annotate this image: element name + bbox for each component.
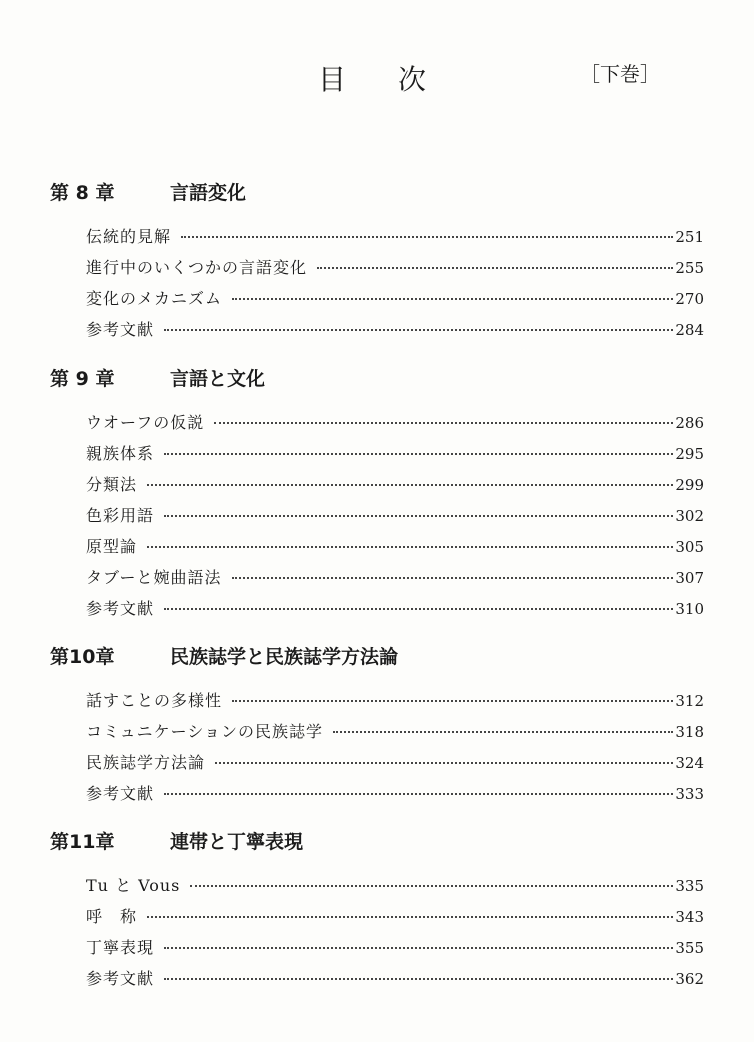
dot-leader bbox=[164, 329, 673, 331]
toc-entry bbox=[50, 286, 710, 317]
dot-leader bbox=[164, 453, 673, 455]
page-number: 318 bbox=[675, 723, 704, 741]
chapter-section bbox=[50, 364, 710, 627]
toc-entry bbox=[50, 750, 710, 781]
page-number: 362 bbox=[675, 970, 704, 988]
dot-leader bbox=[164, 515, 673, 517]
page-number: 302 bbox=[675, 507, 704, 525]
page-number: 270 bbox=[675, 290, 704, 308]
dot-leader bbox=[317, 267, 673, 269]
chapter-section bbox=[50, 827, 710, 997]
dot-leader bbox=[232, 577, 674, 579]
dot-leader bbox=[164, 793, 673, 795]
chapter-title: 連帯と丁寧表現 bbox=[170, 831, 304, 853]
page-number: 324 bbox=[675, 754, 704, 772]
toc-entry bbox=[50, 224, 710, 255]
dot-leader bbox=[147, 484, 673, 486]
dot-leader bbox=[232, 298, 673, 300]
toc-entry bbox=[50, 534, 710, 565]
entry-label: 色彩用語 bbox=[86, 506, 155, 525]
chapter-number: 第10章 bbox=[50, 646, 115, 668]
dot-leader bbox=[147, 546, 673, 548]
dot-leader bbox=[164, 978, 673, 980]
entry-label: 分類法 bbox=[86, 475, 138, 494]
entry-label: タブーと婉曲語法 bbox=[86, 568, 222, 587]
entry-label: 参考文献 bbox=[86, 784, 155, 803]
entry-label: 伝統的見解 bbox=[86, 227, 172, 246]
toc-entry bbox=[50, 688, 710, 719]
toc-entry bbox=[50, 565, 710, 596]
toc-entry bbox=[50, 904, 710, 935]
dot-leader bbox=[333, 731, 673, 733]
page-number: 295 bbox=[675, 445, 704, 463]
page-number: 343 bbox=[675, 908, 704, 926]
chapter-number: 第11章 bbox=[50, 831, 115, 853]
entry-label: 参考文献 bbox=[86, 599, 155, 618]
dot-leader bbox=[190, 885, 673, 887]
entry-label: ウオーフの仮説 bbox=[86, 413, 205, 432]
chapter-section bbox=[50, 642, 710, 812]
toc-entry bbox=[50, 317, 710, 348]
dot-leader bbox=[147, 916, 673, 918]
page-number: 355 bbox=[675, 939, 704, 957]
toc-entry bbox=[50, 873, 710, 904]
chapter-heading bbox=[50, 642, 710, 670]
toc-entry bbox=[50, 255, 710, 286]
toc-entry bbox=[50, 596, 710, 627]
toc-entry bbox=[50, 441, 710, 472]
page-number: 286 bbox=[675, 414, 704, 432]
chapter-title: 言語変化 bbox=[170, 182, 247, 204]
entry-label: 丁寧表現 bbox=[86, 938, 155, 957]
chapter-heading bbox=[50, 827, 710, 855]
page-number: 333 bbox=[675, 785, 704, 803]
page-number: 305 bbox=[675, 538, 704, 556]
page-number: 310 bbox=[675, 600, 704, 618]
dot-leader bbox=[164, 947, 673, 949]
page-number: 299 bbox=[675, 476, 704, 494]
entry-label: 進行中のいくつかの言語変化 bbox=[86, 258, 308, 277]
entry-label: 呼 称 bbox=[86, 907, 138, 926]
toc-entry bbox=[50, 966, 710, 997]
page-number: 255 bbox=[675, 259, 704, 277]
entry-label: 変化のメカニズム bbox=[86, 289, 223, 308]
entry-label: 民族誌学方法論 bbox=[86, 753, 206, 772]
page-number: 335 bbox=[675, 877, 704, 895]
chapter-section bbox=[50, 178, 710, 348]
toc-entry bbox=[50, 719, 710, 750]
toc-entry bbox=[50, 472, 710, 503]
toc-entry bbox=[50, 410, 710, 441]
dot-leader bbox=[232, 700, 673, 702]
page-number: 251 bbox=[675, 228, 704, 246]
dot-leader bbox=[164, 608, 673, 610]
entry-label: 参考文献 bbox=[86, 969, 155, 988]
page-number: 284 bbox=[675, 321, 704, 339]
toc-entry bbox=[50, 503, 710, 534]
toc-entry bbox=[50, 935, 710, 966]
entry-label: 親族体系 bbox=[86, 444, 155, 463]
entry-label: 話すことの多様性 bbox=[86, 691, 223, 710]
entry-label: Tu と Vous bbox=[86, 876, 181, 895]
dot-leader bbox=[215, 762, 673, 764]
chapter-heading bbox=[50, 178, 710, 206]
chapter-heading bbox=[50, 364, 710, 392]
dot-leader bbox=[181, 236, 673, 238]
volume-label: ［下巻］ bbox=[580, 62, 660, 86]
chapter-number: 第 8 章 bbox=[50, 182, 115, 204]
page-number: 307 bbox=[675, 569, 704, 587]
toc-title: 目次 bbox=[318, 63, 479, 96]
entry-label: コミュニケーションの民族誌学 bbox=[86, 722, 324, 741]
page-number: 312 bbox=[675, 692, 704, 710]
chapter-title: 民族誌学と民族誌学方法論 bbox=[170, 646, 399, 668]
entry-label: 原型論 bbox=[86, 537, 138, 556]
dot-leader bbox=[214, 422, 673, 424]
chapter-title: 言語と文化 bbox=[170, 368, 266, 390]
toc-entry bbox=[50, 781, 710, 812]
chapter-number: 第 9 章 bbox=[50, 368, 115, 390]
entry-label: 参考文献 bbox=[86, 320, 155, 339]
